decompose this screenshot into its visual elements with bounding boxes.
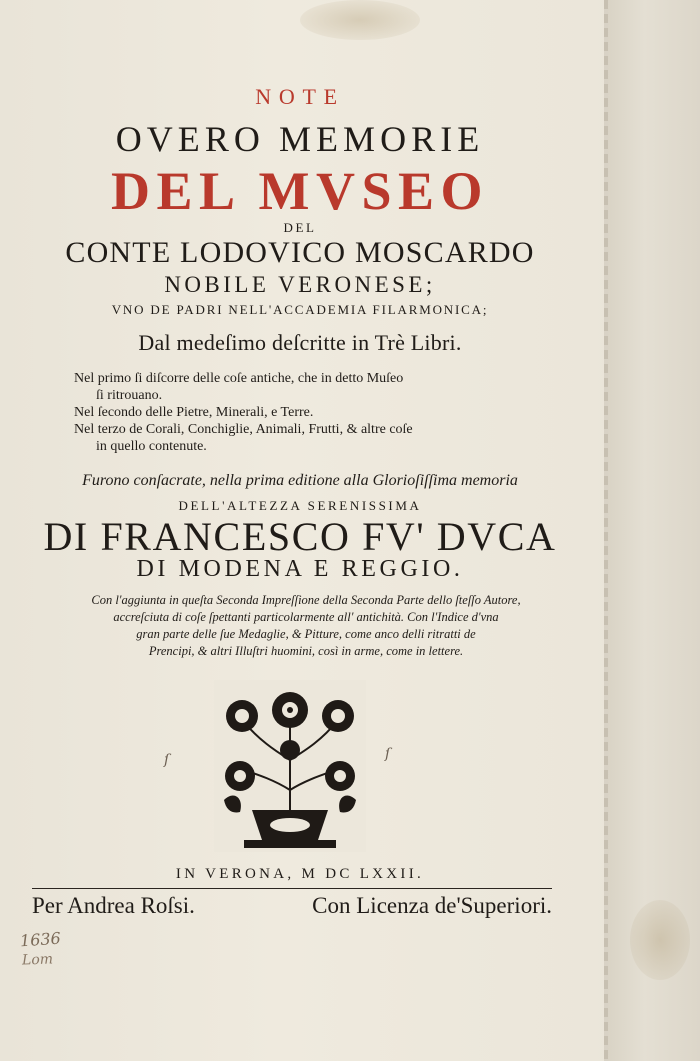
dedicatee-name: DI FRANCESCO FV' DVCA <box>43 514 557 559</box>
contents-line: Nel ſecondo delle Pietre, Minerali, e Terre. <box>74 405 314 420</box>
author-name: CONTE LODOVICO MOSCARDO <box>65 236 535 269</box>
contents-line: ſi ritrouano. <box>96 388 163 403</box>
title-note: NOTE <box>255 84 345 109</box>
contents-line: in quello contenute. <box>96 439 207 454</box>
manuscript-annotation: 1636 <box>19 928 62 951</box>
imprint-place-date: IN VERONA, M DC LXXII. <box>175 866 425 882</box>
imprint-rule <box>32 888 552 889</box>
addition-line: accreſciuta di coſe ſpettanti particolarmente all' antichità. Con l'Indice d'vna <box>113 610 499 624</box>
paper-stain <box>630 900 690 980</box>
imprint-line <box>32 893 552 919</box>
printers-device-woodcut <box>214 680 366 852</box>
contents-block <box>74 370 494 455</box>
dedicatee-duchy: DI MODENA E REGGIO. <box>136 556 464 582</box>
manuscript-annotation: Lom <box>21 951 54 969</box>
printer-name: Per Andrea Roſsi. <box>32 893 195 918</box>
licence-text: Con Licenza de'Superiori. <box>312 893 552 918</box>
addition-line: gran parte delle ſue Medaglie, & Pitture, come anco delli ritratti de <box>136 627 476 641</box>
title-del-museo: DEL MVSEO <box>111 161 489 221</box>
author-nobility: NOBILE VERONESE; <box>164 272 436 297</box>
description-line: Dal medeſimo deſcritte in Trè Libri. <box>138 330 462 355</box>
addition-line: Prencipi, & altri Illuſtri huomini, così in arme, come in lettere. <box>148 644 464 658</box>
contents-line: Nel primo ſi diſcorre delle coſe antiche, che in detto Muſeo <box>74 371 404 386</box>
author-academy: VNO DE PADRI NELL'ACCADEMIA FILARMONICA; <box>111 302 489 317</box>
contents-line: Nel terzo de Corali, Conchiglie, Animali, Frutti, & altre coſe <box>74 422 413 437</box>
addition-line: Con l'aggiunta in queſta Seconda Impreſſione della Seconda Parte dello ſteſſo Autore, <box>91 593 521 607</box>
addition-block <box>36 592 576 660</box>
title-overo-memorie: OVERO MEMORIE <box>115 119 485 159</box>
dedication-altezza: DELL'ALTEZZA SERENISSIMA <box>178 498 422 513</box>
dedication-line: Furono conſacrate, nella prima editione alla Glorioſiſſima memoria <box>82 472 518 489</box>
ink-mark: ſ <box>385 746 391 762</box>
title-del: DEL <box>283 220 317 235</box>
ink-mark: ſ <box>164 752 170 768</box>
